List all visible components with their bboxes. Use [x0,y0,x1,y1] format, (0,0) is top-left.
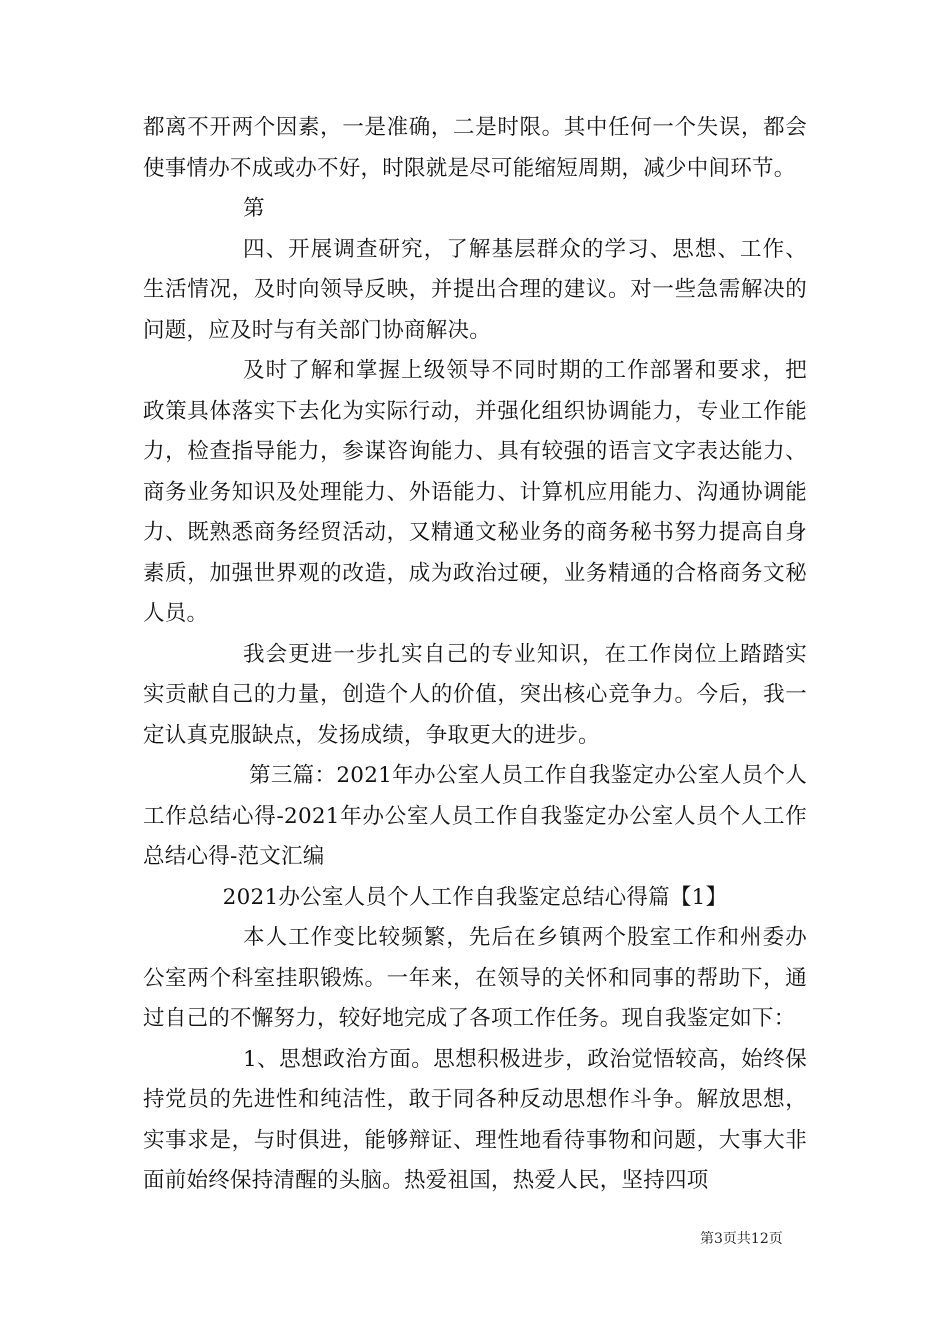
document-body [143,108,807,1202]
paragraph-body: 我会更进一步扎实自己的专业知识，在工作岗位上踏踏实实贡献自己的力量，创造个人的价值，突出核心竞争力。今后，我一定认真克服缺点，发扬成绩，争取更大的进步。 [143,641,807,748]
article-heading: 第三篇：2021年办公室人员工作自我鉴定办公室人员个人工作总结心得-2021年办公室人员工作自我鉴定办公室人员个人工作总结心得-范文汇编 [143,763,807,869]
paragraph-body: 1、思想政治方面。思想积极进步，政治觉悟较高，始终保持党员的先进性和纯洁性，敢于同各种反动思想作斗争。解放思想，实事求是，与时俱进，能够辩证、理性地看待事物和问题，大事大非面前始终保持清醒的头脑。热爱祖国，热爱人民，坚持四项 [143,1046,807,1193]
paragraph-fragment: 第 [243,196,265,221]
paragraph-continuation: 都离不开两个因素，一是准确，二是时限。其中任何一个失误，都会使事情办不成或办不好，时限就是尽可能缩短周期，减少中间环节。 [143,115,807,181]
paragraph-section-four: 四、开展调查研究，了解基层群众的学习、思想、工作、生活情况，及时向领导反映，并提出合理的建议。对一些急需解决的问题，应及时与有关部门协商解决。 [143,236,807,343]
paragraph-body: 及时了解和掌握上级领导不同时期的工作部署和要求，把政策具体落实下去化为实际行动，并强化组织协调能力，专业工作能力，检查指导能力，参谋咨询能力、具有较强的语言文字表达能力、商务业务知识及处理能力、外语能力、计算机应用能力、沟通协调能力、既熟悉商务经贸活动，又精通文秘业务的商务秘书努力提高自身素质，加强世界观的改造，成为政治过硬，业务精通的合格商务文秘人员。 [143,358,807,626]
article-subheading: 2021办公室人员个人工作自我鉴定总结心得篇【1】 [222,884,728,910]
paragraph-body: 本人工作变比较频繁，先后在乡镇两个股室工作和州委办公室两个科室挂职锻炼。一年来，在领导的关怀和同事的帮助下，通过自己的不懈努力，较好地完成了各项工作任务。现自我鉴定如下： [143,925,807,1031]
page-number: 第3页共12页 [700,1231,783,1247]
